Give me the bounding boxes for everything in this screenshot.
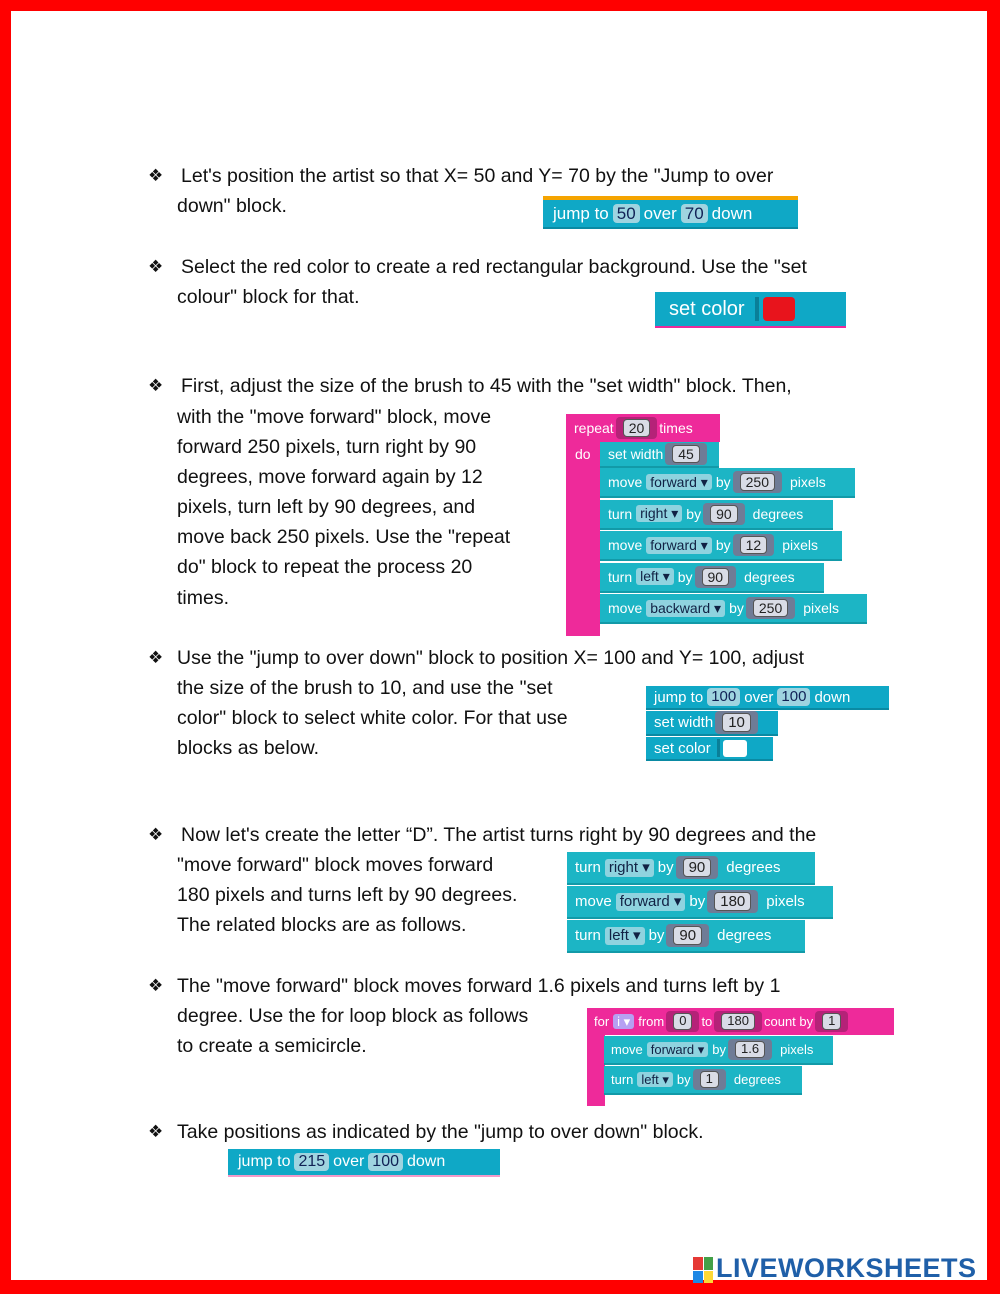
y-value[interactable]: 70: [681, 204, 708, 224]
verb-label: turn: [608, 505, 633, 522]
bullet-icon: ❖: [148, 976, 164, 996]
direction-dropdown[interactable]: right ▾: [636, 505, 682, 522]
jump-to-block-2[interactable]: [646, 686, 889, 710]
letter-d-move-block[interactable]: [567, 886, 833, 919]
by-label: by: [729, 600, 744, 617]
color-swatch[interactable]: [763, 297, 795, 321]
count-value[interactable]: 1: [822, 1013, 841, 1030]
down-keyword: down: [814, 688, 851, 706]
count-by-label: count by: [763, 1014, 814, 1029]
instruction-3-line-2: with the "move forward" block, move: [177, 406, 492, 428]
instruction-3-line-4: degrees, move forward again by 12: [177, 466, 483, 488]
by-label: by: [686, 505, 702, 522]
for-row-turn-block[interactable]: [604, 1066, 802, 1095]
instruction-6-line-3: to create a semicircle.: [177, 1035, 367, 1057]
jump-keyword: jump to: [238, 1153, 291, 1170]
instruction-5-line-1: Now let's create the letter “D”. The artist turns right by 90 degrees and the: [181, 824, 817, 846]
instruction-6-line-2: degree. Use the for loop block as follows: [177, 1005, 529, 1027]
direction-dropdown[interactable]: left ▾: [637, 1072, 672, 1088]
repeat-row-turn-block[interactable]: [600, 563, 824, 593]
by-label: by: [648, 927, 665, 944]
direction-dropdown[interactable]: backward ▾: [646, 600, 725, 617]
repeat-row-turn-block[interactable]: [600, 500, 833, 530]
x-value[interactable]: 50: [613, 204, 640, 224]
for-row-move-block[interactable]: [604, 1036, 833, 1065]
amount-value[interactable]: 90: [683, 858, 712, 877]
amount-value[interactable]: 180: [714, 892, 751, 911]
verb-label: turn: [575, 859, 601, 876]
unit-label: pixels: [803, 600, 840, 617]
repeat-row-move-block[interactable]: [600, 531, 842, 561]
from-label: from: [638, 1014, 665, 1029]
for-header[interactable]: [587, 1008, 894, 1035]
down-keyword: down: [407, 1153, 446, 1170]
repeat-label: repeat: [574, 420, 614, 436]
unit-label: degrees: [726, 859, 781, 876]
direction-dropdown[interactable]: forward ▾: [616, 893, 686, 911]
width-value[interactable]: 10: [722, 713, 751, 732]
instruction-2-line-2: colour" block for that.: [177, 286, 360, 308]
instruction-3-line-8: times.: [177, 587, 230, 609]
instruction-3-line-5: pixels, turn left by 90 degrees, and: [177, 496, 476, 518]
direction-dropdown[interactable]: left ▾: [636, 568, 674, 585]
color-swatch[interactable]: [723, 740, 747, 757]
by-label: by: [689, 893, 706, 910]
set-width-label: set width: [608, 446, 664, 462]
direction-dropdown[interactable]: forward ▾: [647, 1042, 709, 1058]
unit-label: degrees: [717, 927, 772, 944]
from-value[interactable]: 0: [673, 1013, 692, 1030]
logo-text: LIVEWORKSHEETS: [716, 1253, 977, 1283]
instruction-2-line-1: Select the red color to create a red rectangular background. Use the "set: [181, 256, 807, 278]
set-color-block-1[interactable]: [655, 292, 846, 328]
bullet-icon: ❖: [148, 1122, 164, 1142]
for-label: for: [594, 1014, 610, 1029]
amount-value[interactable]: 250: [753, 599, 788, 617]
unit-label: pixels: [780, 1042, 814, 1057]
verb-label: move: [608, 537, 643, 554]
bullet-icon: ❖: [148, 166, 164, 186]
instruction-3-line-6: move back 250 pixels. Use the "repeat: [177, 526, 511, 548]
instruction-4-line-2: the size of the brush to 10, and use the "set: [177, 677, 553, 699]
verb-label: move: [611, 1042, 643, 1057]
by-label: by: [715, 474, 731, 490]
bullet-icon: ❖: [148, 376, 164, 396]
instruction-3-line-7: do" block to repeat the process 20: [177, 556, 473, 578]
by-label: by: [677, 568, 693, 585]
amount-value[interactable]: 1: [700, 1071, 719, 1088]
unit-label: pixels: [790, 474, 826, 490]
letter-d-turn-block[interactable]: [567, 852, 815, 885]
jump-keyword: jump to: [654, 688, 704, 706]
over-keyword: over: [744, 688, 774, 706]
instruction-3-line-1: First, adjust the size of the brush to 45 with the "set width" block. Then,: [181, 375, 792, 397]
do-label: do: [575, 446, 591, 462]
jump-to-block-1[interactable]: [543, 196, 798, 229]
unit-label: pixels: [782, 537, 819, 554]
set-color-label: set color: [669, 297, 745, 320]
instruction-4-line-4: blocks as below.: [177, 737, 319, 759]
amount-value[interactable]: 1.6: [735, 1041, 765, 1058]
instruction-4-line-3: color" block to select white color. For that use: [177, 707, 568, 729]
set-width-block[interactable]: [600, 442, 719, 468]
times-label: times: [659, 420, 693, 436]
jump-to-block-3[interactable]: [228, 1149, 500, 1177]
unit-label: degrees: [744, 568, 795, 585]
instruction-1-line-1: Let's position the artist so that X= 50 and Y= 70 by the "Jump to over: [181, 165, 774, 187]
instruction-5-line-3: 180 pixels and turns left by 90 degrees.: [177, 884, 518, 906]
verb-label: move: [608, 474, 643, 490]
repeat-row-move-block[interactable]: [600, 594, 867, 624]
width-value[interactable]: 45: [672, 445, 700, 463]
instruction-1-line-2: down" block.: [177, 195, 287, 217]
x-value[interactable]: 215: [294, 1153, 329, 1171]
direction-dropdown[interactable]: right ▾: [605, 859, 654, 877]
to-value[interactable]: 180: [721, 1013, 755, 1030]
by-label: by: [657, 859, 674, 876]
instruction-5-line-4: The related blocks are as follows.: [177, 914, 467, 936]
instruction-5-line-2: "move forward" block moves forward: [177, 854, 494, 876]
unit-label: pixels: [766, 893, 805, 910]
direction-dropdown[interactable]: forward ▾: [646, 474, 712, 491]
set-color-label: set color: [654, 739, 711, 757]
instruction-6-line-1: The "move forward" block moves forward 1.6 pixels and turns left by 1: [177, 975, 781, 997]
instruction-3-line-3: forward 250 pixels, turn right by 90: [177, 436, 477, 458]
verb-label: move: [575, 893, 612, 910]
to-label: to: [701, 1014, 713, 1029]
verb-label: turn: [575, 927, 601, 944]
instruction-4-line-1: Use the "jump to over down" block to position X= 100 and Y= 100, adjust: [177, 647, 805, 669]
bullet-icon: ❖: [148, 825, 164, 845]
y-value[interactable]: 100: [368, 1153, 403, 1171]
bullet-icon: ❖: [148, 648, 164, 668]
bullet-icon: ❖: [148, 257, 164, 277]
amount-value[interactable]: 12: [740, 536, 768, 554]
by-label: by: [676, 1072, 691, 1087]
repeat-header[interactable]: [566, 414, 720, 442]
unit-label: degrees: [733, 1072, 781, 1087]
verb-label: turn: [611, 1072, 634, 1087]
set-color-block-2[interactable]: [646, 737, 773, 761]
set-width-block-2[interactable]: [646, 711, 778, 736]
unit-label: degrees: [752, 505, 804, 522]
x-value[interactable]: 100: [707, 688, 740, 705]
verb-label: move: [608, 600, 643, 617]
amount-value[interactable]: 250: [740, 473, 775, 491]
set-width-label: set width: [654, 714, 714, 731]
by-label: by: [715, 537, 731, 554]
jump-keyword: jump to: [553, 203, 609, 223]
down-keyword: down: [711, 203, 753, 223]
amount-value[interactable]: 90: [710, 505, 738, 523]
amount-value[interactable]: 90: [702, 568, 730, 586]
instruction-7-line-1: Take positions as indicated by the "jump to over down" block.: [177, 1121, 704, 1143]
repeat-row-move-block[interactable]: [600, 468, 855, 498]
letter-d-turn-block[interactable]: [567, 920, 805, 953]
y-value[interactable]: 100: [777, 688, 810, 705]
amount-value[interactable]: 90: [673, 926, 702, 945]
repeat-count[interactable]: 20: [623, 419, 651, 437]
direction-dropdown[interactable]: left ▾: [605, 927, 645, 945]
by-label: by: [712, 1042, 727, 1057]
over-keyword: over: [333, 1153, 365, 1170]
over-keyword: over: [643, 203, 677, 223]
direction-dropdown[interactable]: forward ▾: [646, 537, 712, 554]
logo-badge-icon: [693, 1257, 713, 1283]
verb-label: turn: [608, 568, 633, 585]
loop-variable-dropdown[interactable]: i ▾: [613, 1014, 634, 1030]
